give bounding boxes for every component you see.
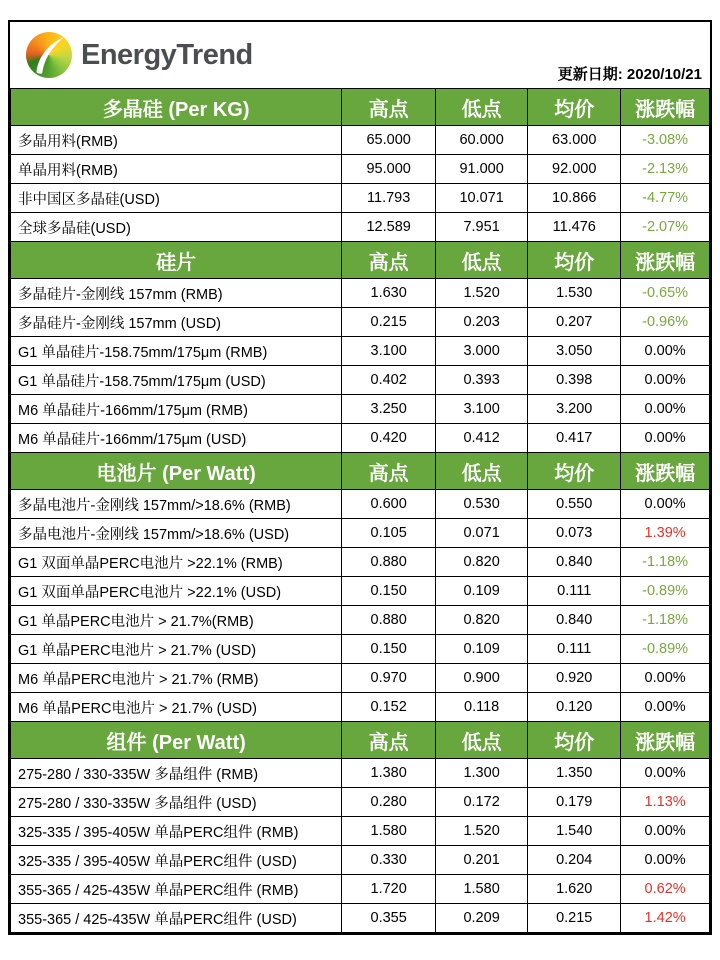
col-header-avg: 均价 xyxy=(528,453,621,490)
avg-cell: 0.207 xyxy=(528,308,621,337)
avg-cell: 11.476 xyxy=(528,213,621,242)
row-label: G1 双面单晶PERC电池片 >22.1% (RMB) xyxy=(11,548,342,577)
col-header-low: 低点 xyxy=(435,242,527,279)
low-cell: 0.071 xyxy=(435,519,527,548)
update-date: 更新日期: 2020/10/21 xyxy=(557,66,702,83)
avg-cell: 0.111 xyxy=(528,577,621,606)
change-cell: 0.00% xyxy=(621,337,710,366)
change-cell: -0.96% xyxy=(621,308,710,337)
change-cell: 1.13% xyxy=(621,788,710,817)
price-row xyxy=(11,490,710,519)
avg-cell: 0.204 xyxy=(528,846,621,875)
change-cell: 0.00% xyxy=(621,366,710,395)
energytrend-leaf-icon xyxy=(26,32,72,78)
avg-cell: 0.179 xyxy=(528,788,621,817)
avg-cell: 0.120 xyxy=(528,693,621,722)
change-cell: -1.18% xyxy=(621,548,710,577)
price-row xyxy=(11,126,710,155)
low-cell: 0.412 xyxy=(435,424,527,453)
price-row xyxy=(11,759,710,788)
avg-cell: 0.920 xyxy=(528,664,621,693)
col-header-avg: 均价 xyxy=(528,242,621,279)
price-row xyxy=(11,817,710,846)
avg-cell: 0.111 xyxy=(528,635,621,664)
high-cell: 3.250 xyxy=(342,395,436,424)
price-row xyxy=(11,155,710,184)
low-cell: 91.000 xyxy=(435,155,527,184)
high-cell: 0.880 xyxy=(342,548,436,577)
row-label: 355-365 / 425-435W 单晶PERC组件 (USD) xyxy=(11,904,342,933)
row-label: M6 单晶硅片-166mm/175μm (USD) xyxy=(11,424,342,453)
col-header-low: 低点 xyxy=(435,453,527,490)
high-cell: 0.280 xyxy=(342,788,436,817)
avg-cell: 1.530 xyxy=(528,279,621,308)
high-cell: 1.630 xyxy=(342,279,436,308)
low-cell: 3.000 xyxy=(435,337,527,366)
row-label: 多晶用料(RMB) xyxy=(11,126,342,155)
high-cell: 11.793 xyxy=(342,184,436,213)
high-cell: 0.105 xyxy=(342,519,436,548)
high-cell: 95.000 xyxy=(342,155,436,184)
low-cell: 0.203 xyxy=(435,308,527,337)
high-cell: 1.380 xyxy=(342,759,436,788)
price-row xyxy=(11,308,710,337)
low-cell: 0.393 xyxy=(435,366,527,395)
change-cell: 0.00% xyxy=(621,664,710,693)
low-cell: 0.109 xyxy=(435,635,527,664)
avg-cell: 1.350 xyxy=(528,759,621,788)
section-title: 组件 (Per Watt) xyxy=(11,722,342,759)
low-cell: 10.071 xyxy=(435,184,527,213)
avg-cell: 0.550 xyxy=(528,490,621,519)
change-cell: 0.00% xyxy=(621,759,710,788)
high-cell: 3.100 xyxy=(342,337,436,366)
change-cell: -2.07% xyxy=(621,213,710,242)
col-header-high: 高点 xyxy=(342,89,436,126)
high-cell: 0.420 xyxy=(342,424,436,453)
change-cell: -1.18% xyxy=(621,606,710,635)
change-cell: -4.77% xyxy=(621,184,710,213)
avg-cell: 0.398 xyxy=(528,366,621,395)
row-label: 325-335 / 395-405W 单晶PERC组件 (USD) xyxy=(11,846,342,875)
low-cell: 0.201 xyxy=(435,846,527,875)
change-cell: -0.65% xyxy=(621,279,710,308)
price-row xyxy=(11,519,710,548)
col-header-low: 低点 xyxy=(435,722,527,759)
price-row xyxy=(11,337,710,366)
high-cell: 0.330 xyxy=(342,846,436,875)
high-cell: 0.355 xyxy=(342,904,436,933)
col-header-change: 涨跌幅 xyxy=(621,242,710,279)
price-row xyxy=(11,424,710,453)
low-cell: 60.000 xyxy=(435,126,527,155)
avg-cell: 1.620 xyxy=(528,875,621,904)
col-header-avg: 均价 xyxy=(528,722,621,759)
high-cell: 12.589 xyxy=(342,213,436,242)
avg-cell: 0.840 xyxy=(528,548,621,577)
col-header-low: 低点 xyxy=(435,89,527,126)
low-cell: 0.820 xyxy=(435,548,527,577)
avg-cell: 0.417 xyxy=(528,424,621,453)
change-cell: 0.00% xyxy=(621,490,710,519)
row-label: 325-335 / 395-405W 单晶PERC组件 (RMB) xyxy=(11,817,342,846)
low-cell: 1.520 xyxy=(435,817,527,846)
row-label: M6 单晶硅片-166mm/175μm (RMB) xyxy=(11,395,342,424)
price-row xyxy=(11,279,710,308)
avg-cell: 3.200 xyxy=(528,395,621,424)
high-cell: 1.720 xyxy=(342,875,436,904)
row-label: G1 双面单晶PERC电池片 >22.1% (USD) xyxy=(11,577,342,606)
row-label: 单晶用料(RMB) xyxy=(11,155,342,184)
row-label: 275-280 / 330-335W 多晶组件 (USD) xyxy=(11,788,342,817)
price-row xyxy=(11,693,710,722)
change-cell: 0.00% xyxy=(621,846,710,875)
price-sheet xyxy=(8,20,712,935)
price-row xyxy=(11,213,710,242)
brand-row xyxy=(10,22,710,88)
low-cell: 0.900 xyxy=(435,664,527,693)
row-label: 非中国区多晶硅(USD) xyxy=(11,184,342,213)
price-row xyxy=(11,184,710,213)
low-cell: 1.580 xyxy=(435,875,527,904)
row-label: M6 单晶PERC电池片 > 21.7% (RMB) xyxy=(11,664,342,693)
low-cell: 0.530 xyxy=(435,490,527,519)
avg-cell: 92.000 xyxy=(528,155,621,184)
change-cell: 0.00% xyxy=(621,424,710,453)
change-cell: -0.89% xyxy=(621,635,710,664)
low-cell: 0.109 xyxy=(435,577,527,606)
logo-text: EnergyTrend xyxy=(81,38,253,71)
col-header-high: 高点 xyxy=(342,453,436,490)
change-cell: -3.08% xyxy=(621,126,710,155)
low-cell: 7.951 xyxy=(435,213,527,242)
high-cell: 0.150 xyxy=(342,635,436,664)
change-cell: 1.39% xyxy=(621,519,710,548)
change-cell: 0.62% xyxy=(621,875,710,904)
high-cell: 0.152 xyxy=(342,693,436,722)
price-table-body xyxy=(11,89,710,933)
price-row xyxy=(11,664,710,693)
low-cell: 0.209 xyxy=(435,904,527,933)
row-label: 355-365 / 425-435W 单晶PERC组件 (RMB) xyxy=(11,875,342,904)
change-cell: 0.00% xyxy=(621,395,710,424)
row-label: 275-280 / 330-335W 多晶组件 (RMB) xyxy=(11,759,342,788)
avg-cell: 1.540 xyxy=(528,817,621,846)
avg-cell: 10.866 xyxy=(528,184,621,213)
col-header-change: 涨跌幅 xyxy=(621,453,710,490)
low-cell: 1.520 xyxy=(435,279,527,308)
change-cell: -0.89% xyxy=(621,577,710,606)
energytrend-logo xyxy=(26,32,253,78)
change-cell: 1.42% xyxy=(621,904,710,933)
high-cell: 65.000 xyxy=(342,126,436,155)
avg-cell: 0.073 xyxy=(528,519,621,548)
col-header-avg: 均价 xyxy=(528,89,621,126)
low-cell: 0.118 xyxy=(435,693,527,722)
section-title: 多晶硅 (Per KG) xyxy=(11,89,342,126)
high-cell: 0.970 xyxy=(342,664,436,693)
avg-cell: 0.215 xyxy=(528,904,621,933)
price-row xyxy=(11,577,710,606)
col-header-high: 高点 xyxy=(342,242,436,279)
high-cell: 0.215 xyxy=(342,308,436,337)
section-title: 硅片 xyxy=(11,242,342,279)
section-header-row xyxy=(11,722,710,759)
section-header-row xyxy=(11,453,710,490)
section-header-row xyxy=(11,89,710,126)
row-label: 多晶电池片-金刚线 157mm/>18.6% (RMB) xyxy=(11,490,342,519)
row-label: G1 单晶硅片-158.75mm/175μm (RMB) xyxy=(11,337,342,366)
row-label: G1 单晶硅片-158.75mm/175μm (USD) xyxy=(11,366,342,395)
low-cell: 3.100 xyxy=(435,395,527,424)
price-row xyxy=(11,395,710,424)
col-header-change: 涨跌幅 xyxy=(621,89,710,126)
price-row xyxy=(11,548,710,577)
price-table xyxy=(10,88,710,933)
row-label: G1 单晶PERC电池片 > 21.7%(RMB) xyxy=(11,606,342,635)
low-cell: 1.300 xyxy=(435,759,527,788)
price-row xyxy=(11,635,710,664)
row-label: 全球多晶硅(USD) xyxy=(11,213,342,242)
price-row xyxy=(11,366,710,395)
low-cell: 0.820 xyxy=(435,606,527,635)
col-header-change: 涨跌幅 xyxy=(621,722,710,759)
change-cell: 0.00% xyxy=(621,817,710,846)
change-cell: 0.00% xyxy=(621,693,710,722)
high-cell: 0.880 xyxy=(342,606,436,635)
row-label: 多晶硅片-金刚线 157mm (RMB) xyxy=(11,279,342,308)
row-label: G1 单晶PERC电池片 > 21.7% (USD) xyxy=(11,635,342,664)
row-label: M6 单晶PERC电池片 > 21.7% (USD) xyxy=(11,693,342,722)
avg-cell: 0.840 xyxy=(528,606,621,635)
section-header-row xyxy=(11,242,710,279)
price-row xyxy=(11,846,710,875)
high-cell: 0.600 xyxy=(342,490,436,519)
row-label: 多晶电池片-金刚线 157mm/>18.6% (USD) xyxy=(11,519,342,548)
price-row xyxy=(11,606,710,635)
col-header-high: 高点 xyxy=(342,722,436,759)
high-cell: 0.402 xyxy=(342,366,436,395)
price-row xyxy=(11,788,710,817)
section-title: 电池片 (Per Watt) xyxy=(11,453,342,490)
price-row xyxy=(11,904,710,933)
price-row xyxy=(11,875,710,904)
low-cell: 0.172 xyxy=(435,788,527,817)
high-cell: 0.150 xyxy=(342,577,436,606)
high-cell: 1.580 xyxy=(342,817,436,846)
row-label: 多晶硅片-金刚线 157mm (USD) xyxy=(11,308,342,337)
change-cell: -2.13% xyxy=(621,155,710,184)
avg-cell: 63.000 xyxy=(528,126,621,155)
avg-cell: 3.050 xyxy=(528,337,621,366)
